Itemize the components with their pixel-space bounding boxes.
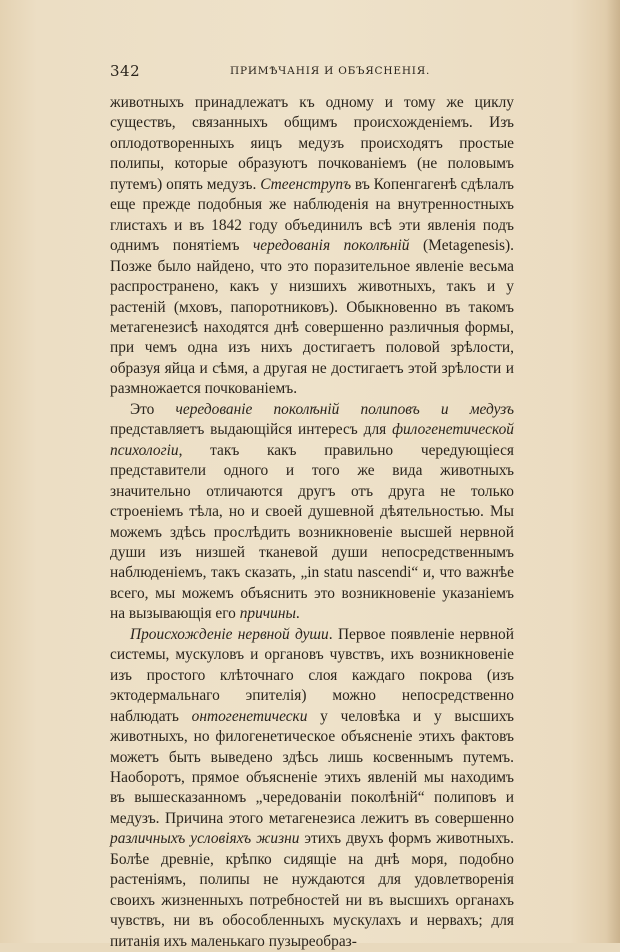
text-run: этихъ двухъ формъ животныхъ. Болѣе древніе, крѣпко сидящіе на днѣ моря, подобно растеніямъ, полипы не нуждаются для удовлетворенія своихъ жизненныхъ потребностей ни въ высшихъ органахъ чувствъ, ни въ обособленныхъ мускулахъ и нервахъ; для питанія ихъ маленькаго пузыреобраз- (110, 830, 514, 950)
text-run: . Первое появленіе нервной системы, мускуловъ и органовъ чувствъ, ихъ возникновеніе изъ простого клѣточнаго слоя каждаго покрова (изъ эктодермальнаго эпителія) можно непосредственно наблюдать (110, 625, 514, 725)
italic-run: чередованія поколѣній (252, 237, 410, 255)
text-run: представляетъ выдающійся интересъ для (110, 421, 393, 439)
text-run: (Metagenesis). Позже было найдено, что это поразительное явленіе весьма распространено, какъ у низшихъ животныхъ, такъ и у растеній (мховъ, папоротниковъ). Обыкновенно въ такомъ метагенезисѣ находятся днѣ совершенно различныя формы, при чемъ одна изъ нихъ достигаетъ половой зрѣлости, образуя яйца и сѣмя, а другая не достигаетъ этой зрѣлости и размножается почкованіемъ. (110, 237, 514, 398)
italic-run: онтогенетически (191, 707, 308, 725)
italic-run: различныхъ условіяхъ жизни (110, 830, 300, 848)
italic-run: чередованіе поколѣній полиповъ и медузъ (175, 400, 514, 418)
paragraph (110, 400, 514, 625)
page-number: 342 (110, 62, 141, 80)
italic-run: Стеенструпъ (260, 175, 352, 193)
paragraph (110, 625, 514, 952)
italic-run: филогенетической психологіи (110, 421, 514, 459)
text-run: , такъ какъ правильно чередующіеся представители одного и того же вида животныхъ значительно отличаются другъ отъ друга не только строеніемъ тѣла, но и своей душевной дѣятельностью. Мы можемъ здѣсь прослѣдить возникновеніе высшей нервной души изъ низшей тканевой души непосредственнымъ наблюденіемъ, такъ сказать, „in statu nascendi“ и, что важнѣе всего, мы можемъ объяснить это возникновеніе указаніемъ на вызывающія его (110, 441, 514, 623)
italic-run: Происхожденіе нервной души (130, 625, 329, 643)
paragraph (110, 93, 514, 400)
running-title: ПРИМѢЧАНІЯ И ОБЪЯСНЕНІЯ. (230, 65, 431, 77)
body-text (110, 93, 514, 952)
text-run: Это (130, 400, 176, 418)
page-edge-shadow (606, 0, 620, 943)
text-run: животныхъ принадлежатъ къ одному и тому же циклу существъ, связанныхъ общимъ происхожденіемъ. Изъ оплодотворенныхъ яицъ медузъ происходятъ простые полипы, которые образуютъ почкованіемъ (не половымъ путемъ) опять медузъ. (110, 94, 514, 193)
text-run: . (295, 605, 300, 623)
italic-run: причины (239, 605, 296, 623)
text-run: у человѣка и у высшихъ животныхъ, но филогенетическое объясненіе этихъ фактовъ можетъ быть выведено здѣсь лишь косвеннымъ путемъ. Наоборотъ, прямое объясненіе этихъ явленій мы находимъ въ вышесказанномъ „чередованіи поколѣній“ полиповъ и медузъ. Причина этого метагенезиса лежитъ въ совершенно (110, 707, 514, 827)
text-run: въ Копенгагенѣ сдѣлалъ еще прежде подобныя же наблюденія на внутренностныхъ глистахъ и въ 1842 году объединилъ всѣ эти явленія подъ однимъ понятіемъ (110, 175, 514, 255)
